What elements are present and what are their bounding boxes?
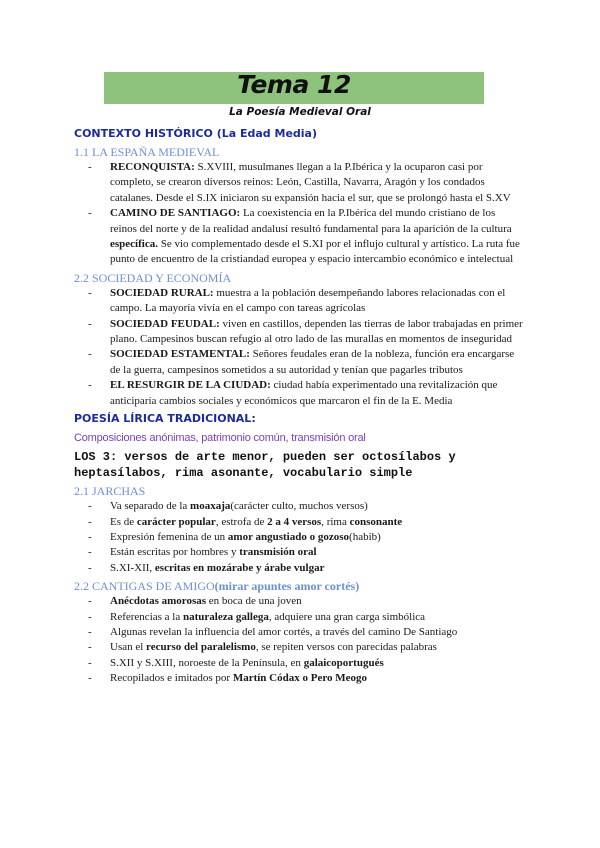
list-item: - Va separado de la moaxaja(carácter culto, muchos versos): [88, 500, 368, 513]
list-item: - SOCIEDAD RURAL: muestra a la población desempeñando labores relacionadas con el campo. La mayoría vivía en el campo con tareas agrícolas: [88, 286, 506, 315]
list-jarchas: [74, 499, 524, 576]
mono-line-1: LOS 3: versos de arte menor, pueden ser octosílabos y: [74, 450, 456, 465]
list-item: - Expresión femenina de un amor angustiado o gozoso(habib): [88, 530, 381, 543]
list-item: - Referencias a la naturaleza gallega, adquiere una gran carga simbólica: [88, 610, 426, 623]
page-title: Tema 12: [237, 70, 351, 99]
list-item: - Algunas revelan la influencia del amor cortés, a través del camino De Santiago: [88, 625, 458, 638]
list-item: - Es de carácter popular, estrofa de 2 a 4 versos, rima consonante: [88, 515, 403, 528]
mono-line-2: heptasílabos, rima asonante, vocabulario simple: [74, 466, 413, 481]
subheading-jarchas: 2.1 JARCHAS: [74, 484, 146, 499]
list-item: - RECONQUISTA: S.XVIII, musulmanes llegan a la P.Ibérica y la ocuparon casi por completo, se crearon diversos reinos: León, Castilla, Navarra, Aragón y los condados catalanes. Desde el S.IX iniciaron su expansión hacia el sur, que se prolongó hasta el S.XV: [88, 161, 511, 204]
section-heading-contexto: CONTEXTO HISTÓRICO (La Edad Media): [74, 127, 318, 140]
page-subtitle: La Poesía Medieval Oral: [229, 106, 371, 118]
subheading-sociedad-economia: 2.2 SOCIEDAD Y ECONOMÍA: [74, 270, 232, 285]
subheading-cantigas: 2.2 CANTIGAS DE AMIGO(mirar apuntes amor cortés): [74, 579, 360, 594]
list-espana-medieval: [74, 160, 524, 268]
list-item: - Están escritas por hombres y transmisión oral: [88, 546, 317, 559]
list-item: - Usan el recurso del paralelismo, se repiten versos con parecidas palabras: [88, 641, 437, 654]
list-item: - SOCIEDAD ESTAMENTAL: Señores feudales eran de la nobleza, función era encargarse de la guerra, campesinos sometidos a su autoridad y tenían que pagarles tributos: [88, 348, 515, 376]
document-body: [74, 124, 524, 687]
list-item: - EL RESURGIR DE LA CIUDAD: ciudad había experimentado una revitalización que anticiparía cambios sociales y económicos que marcaron el fin de la E. Media: [88, 379, 498, 407]
list-item: - S.XII y S.XIII, noroeste de la Península, en galaicoportugués: [88, 656, 384, 669]
list-item: - CAMINO DE SANTIAGO: La coexistencia en la P.Ibérica del mundo cristiano de los reinos del norte y de la realidad andalusí resultó fundamental para la aparición de la cultura específica. Se vio complementado desde el S.XI por el influjo cultural y artístico. La ruta fue punto de encuentro de la cristiandad europea y espacio intercambio económico e intelectual: [88, 207, 520, 266]
section-heading-poesia-lirica: POESÍA LÍRICA TRADICIONAL:: [74, 412, 256, 426]
section-tagline: Composiciones anónimas, patrimonio común, transmisión oral: [74, 432, 366, 445]
subheading-cantigas-note: (mirar apuntes amor cortés): [214, 579, 360, 594]
list-item: - SOCIEDAD FEUDAL: viven en castillos, dependen las tierras de labor trabajadas en primer plano. Campesinos buscan refugio al otro lado de las murallas en momentos de inseguridad: [88, 317, 523, 346]
list-item: - Recopilados e imitados por Martín Códax o Pero Meogo: [88, 672, 368, 685]
list-sociedad-economia: [74, 286, 524, 409]
subheading-espana-medieval: 1.1 LA ESPAÑA MEDIEVAL: [74, 145, 220, 159]
list-cantigas: [74, 594, 524, 686]
list-item: - Anécdotas amorosas en boca de una joven: [88, 595, 302, 608]
list-item: - S.XI-XII, escritas en mozárabe y árabe vulgar: [88, 561, 325, 574]
